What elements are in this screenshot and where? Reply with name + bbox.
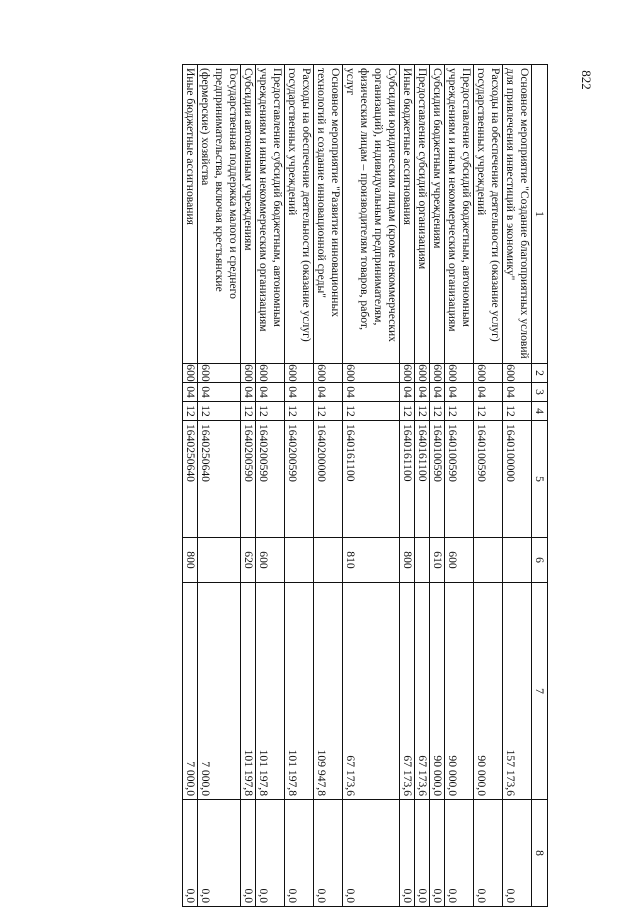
cell-amount: 157 173,6 bbox=[503, 583, 532, 800]
cell-expense-type bbox=[198, 538, 241, 583]
cell-department: 600 bbox=[416, 364, 429, 382]
cell-department: 600 bbox=[314, 364, 343, 383]
cell-target-article: 1640100590 bbox=[430, 421, 445, 538]
cell-description: Субсидии автономным учреждениям bbox=[241, 65, 256, 364]
table-row bbox=[430, 65, 445, 907]
cell-department: 600 bbox=[198, 364, 241, 383]
rotated-table-container bbox=[88, 64, 548, 903]
cell-department: 600 bbox=[256, 364, 285, 383]
cell-description: Государственная поддержка малого и среднего предпринимательства, включая крестьянские (фермерские) хозяйства bbox=[198, 65, 241, 364]
cell-description: Основное мероприятие "Развитие инновационных технологий и создание инновационной среды" bbox=[314, 65, 343, 364]
header-col-8: 8 bbox=[532, 800, 548, 907]
cell-amount: 101 197,8 bbox=[256, 583, 285, 800]
cell-subsection: 12 bbox=[400, 402, 415, 421]
cell-amount: 101 197,8 bbox=[241, 583, 256, 800]
cell-section: 04 bbox=[415, 383, 430, 402]
cell-amount-col8: 0,0 bbox=[430, 800, 445, 907]
cell-amount-col8: 0,0 bbox=[415, 800, 430, 907]
cell-amount-col8: 0,0 bbox=[445, 800, 474, 907]
header-col-1: 1 bbox=[532, 65, 548, 364]
cell-expense-type: 620 bbox=[241, 538, 256, 583]
table-row bbox=[343, 65, 400, 907]
cell-target-article: 1640200590 bbox=[256, 421, 285, 538]
table-row bbox=[503, 65, 532, 907]
cell-amount-col8: 0,0 bbox=[400, 800, 415, 907]
cell-amount: 67 173,6 bbox=[415, 583, 430, 800]
cell-amount-col8: 0,0 bbox=[503, 800, 532, 907]
cell-expense-type bbox=[285, 538, 314, 583]
cell-department: 600 bbox=[184, 364, 197, 382]
cell-section: 04 bbox=[343, 383, 400, 402]
cell-description: Субсидии юридическим лицам (кроме некоммерческих организаций), индивидуальным предпринимателям, физическим лицам – производителям товаров, работ, услуг bbox=[343, 65, 400, 364]
cell-subsection: 12 bbox=[445, 402, 474, 421]
cell-amount-col8: 0,0 bbox=[183, 800, 198, 907]
cell-description: Основное мероприятие "Создание благоприятных условий для привлечения инвестиций в экономику" bbox=[503, 65, 532, 364]
cell-amount: 90 000,0 bbox=[474, 583, 503, 800]
table-row bbox=[198, 65, 241, 907]
cell-subsection: 12 bbox=[503, 402, 532, 421]
header-row bbox=[532, 65, 548, 907]
cell-target-article: 1640250640 bbox=[198, 421, 241, 538]
table-header bbox=[532, 65, 548, 907]
table-row bbox=[256, 65, 285, 907]
table-row bbox=[241, 65, 256, 907]
cell-amount: 101 197,8 bbox=[285, 583, 314, 800]
cell-subsection: 12 bbox=[285, 402, 314, 421]
header-col-4: 4 bbox=[532, 402, 548, 421]
cell-expense-type: 600 bbox=[445, 538, 474, 583]
cell-department: 600 bbox=[431, 364, 444, 382]
cell-expense-type bbox=[474, 538, 503, 583]
cell-target-article: 1640200590 bbox=[285, 421, 314, 538]
cell-amount: 90 000,0 bbox=[430, 583, 445, 800]
cell-subsection: 12 bbox=[198, 402, 241, 421]
table-row bbox=[474, 65, 503, 907]
table-row bbox=[445, 65, 474, 907]
cell-section: 04 bbox=[241, 383, 256, 402]
cell-subsection: 12 bbox=[314, 402, 343, 421]
cell-section: 04 bbox=[314, 383, 343, 402]
cell-amount-col8: 0,0 bbox=[343, 800, 400, 907]
cell-amount: 7 000,0 bbox=[198, 583, 241, 800]
cell-department: 600 bbox=[503, 364, 532, 383]
cell-section: 04 bbox=[445, 383, 474, 402]
cell-target-article: 1640161100 bbox=[400, 421, 415, 538]
cell-description: Иные бюджетные ассигнования bbox=[183, 65, 198, 364]
cell-target-article: 1640250640 bbox=[183, 421, 198, 538]
cell-target-article: 1640161100 bbox=[415, 421, 430, 538]
budget-table bbox=[182, 64, 548, 907]
page-number: 822 bbox=[579, 70, 594, 90]
cell-department: 600 bbox=[445, 364, 474, 383]
cell-expense-type bbox=[314, 538, 343, 583]
cell-section: 04 bbox=[400, 383, 415, 402]
cell-amount: 67 173,6 bbox=[343, 583, 400, 800]
cell-department: 600 bbox=[401, 364, 414, 382]
header-col-2: 2 bbox=[532, 364, 548, 383]
cell-amount-col8: 0,0 bbox=[256, 800, 285, 907]
cell-description: Иные бюджетные ассигнования bbox=[400, 65, 415, 364]
table-body bbox=[183, 65, 532, 907]
cell-section: 04 bbox=[198, 383, 241, 402]
cell-description: Предоставление субсидий бюджетным, автономным учреждениям и иным некоммерческим организациям bbox=[445, 65, 474, 364]
cell-target-article: 1640200590 bbox=[241, 421, 256, 538]
cell-amount: 7 000,0 bbox=[183, 583, 198, 800]
cell-subsection: 12 bbox=[343, 402, 400, 421]
cell-expense-type: 800 bbox=[400, 538, 415, 583]
cell-section: 04 bbox=[183, 383, 198, 402]
cell-department: 600 bbox=[242, 364, 255, 382]
cell-subsection: 12 bbox=[415, 402, 430, 421]
table-row bbox=[285, 65, 314, 907]
cell-target-article: 1640100590 bbox=[445, 421, 474, 538]
table-row bbox=[183, 65, 198, 907]
cell-expense-type: 810 bbox=[343, 538, 400, 583]
cell-section: 04 bbox=[503, 383, 532, 402]
cell-subsection: 12 bbox=[241, 402, 256, 421]
cell-expense-type: 600 bbox=[256, 538, 285, 583]
cell-subsection: 12 bbox=[183, 402, 198, 421]
header-col-3: 3 bbox=[532, 383, 548, 402]
cell-amount: 67 173,6 bbox=[400, 583, 415, 800]
cell-section: 04 bbox=[430, 383, 445, 402]
cell-amount-col8: 0,0 bbox=[285, 800, 314, 907]
cell-amount-col8: 0,0 bbox=[198, 800, 241, 907]
cell-target-article: 1640200000 bbox=[314, 421, 343, 538]
cell-expense-type: 610 bbox=[430, 538, 445, 583]
cell-department: 600 bbox=[474, 364, 503, 383]
cell-section: 04 bbox=[256, 383, 285, 402]
cell-expense-type bbox=[415, 538, 430, 583]
cell-amount-col8: 0,0 bbox=[474, 800, 503, 907]
header-col-5: 5 bbox=[532, 421, 548, 538]
cell-amount: 90 000,0 bbox=[445, 583, 474, 800]
cell-target-article: 1640100000 bbox=[503, 421, 532, 538]
cell-expense-type bbox=[503, 538, 532, 583]
cell-department: 600 bbox=[343, 364, 400, 383]
header-col-7: 7 bbox=[532, 583, 548, 800]
table-row bbox=[400, 65, 415, 907]
cell-amount-col8: 0,0 bbox=[314, 800, 343, 907]
table-row bbox=[415, 65, 430, 907]
cell-subsection: 12 bbox=[256, 402, 285, 421]
header-col-6: 6 bbox=[532, 538, 548, 583]
cell-section: 04 bbox=[285, 383, 314, 402]
cell-description: Предоставление субсидий организациям bbox=[415, 65, 430, 364]
cell-expense-type: 800 bbox=[183, 538, 198, 583]
cell-description: Предоставление субсидий бюджетным, автономным учреждениям и иным некоммерческим организациям bbox=[256, 65, 285, 364]
cell-subsection: 12 bbox=[474, 402, 503, 421]
cell-amount: 109 947,8 bbox=[314, 583, 343, 800]
cell-description: Расходы на обеспечение деятельности (оказание услуг) государственных учреждений bbox=[474, 65, 503, 364]
cell-amount-col8: 0,0 bbox=[241, 800, 256, 907]
cell-description: Субсидии бюджетным учреждениям bbox=[430, 65, 445, 364]
cell-subsection: 12 bbox=[430, 402, 445, 421]
cell-department: 600 bbox=[285, 364, 314, 383]
cell-target-article: 1640161100 bbox=[343, 421, 400, 538]
cell-target-article: 1640100590 bbox=[474, 421, 503, 538]
cell-section: 04 bbox=[474, 383, 503, 402]
table-row bbox=[314, 65, 343, 907]
cell-description: Расходы на обеспечение деятельности (оказание услуг) государственных учреждений bbox=[285, 65, 314, 364]
